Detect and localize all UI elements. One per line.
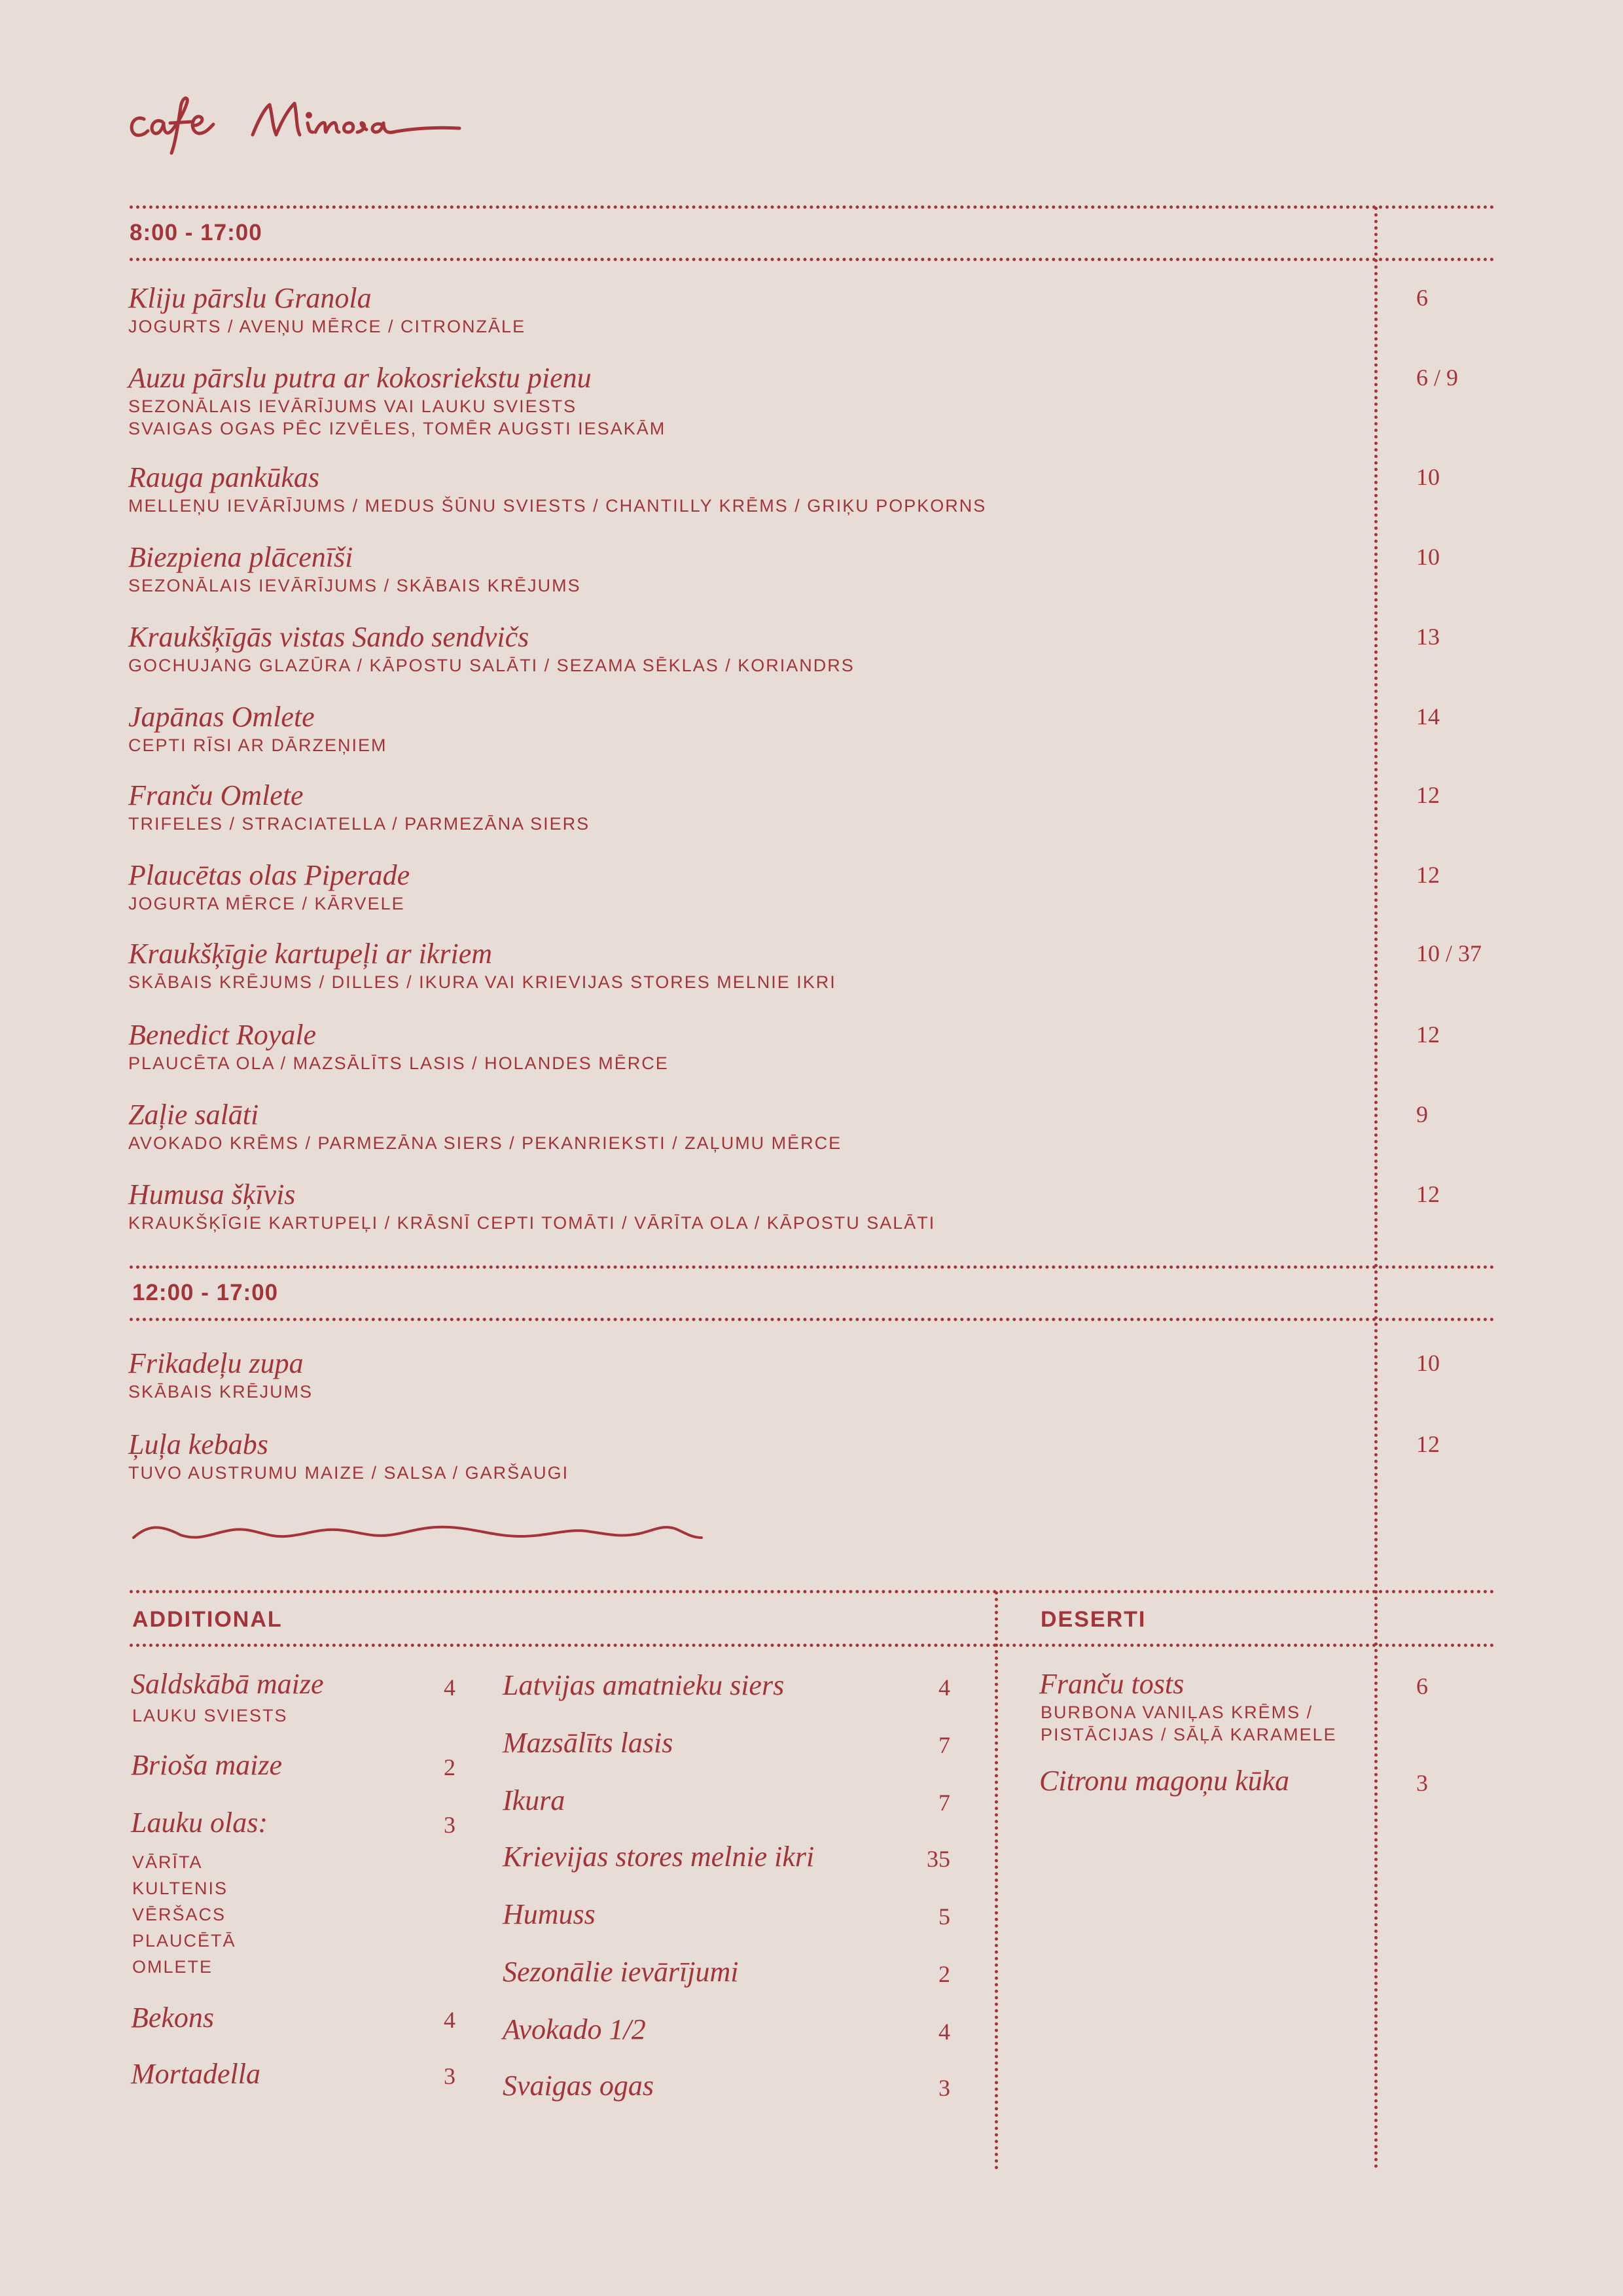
egg-option: OMLETE	[132, 1957, 213, 1977]
lunch-time: 12:00 - 17:00	[132, 1280, 279, 1305]
dessert-description: BURBONA VANIĻAS KRĒMS /	[1041, 1703, 1313, 1722]
desserts-title: DESERTI	[1041, 1607, 1147, 1632]
dessert-name: Citronu magoņu kūka	[1039, 1765, 1290, 1797]
additional-item-name: Ikura	[503, 1784, 565, 1816]
additional-item-name: Bekons	[131, 2002, 215, 2034]
item-price: 10	[1416, 544, 1440, 570]
additional-item-name: Saldskābā maize	[131, 1668, 324, 1700]
additional-item-price: 2	[938, 1961, 950, 1987]
dessert-name: Franču tosts	[1039, 1668, 1185, 1700]
additional-item-name: Lauku olas:	[131, 1807, 268, 1839]
item-name: Rauga pankūkas	[128, 461, 320, 493]
item-price: 10	[1416, 1350, 1440, 1376]
item-price: 6 / 9	[1416, 364, 1459, 391]
cafe-mimosa-logo	[124, 85, 478, 164]
item-name: Japānas Omlete	[128, 701, 315, 733]
item-description: AVOKADO KRĒMS / PARMEZĀNA SIERS / PEKANRIEKSTI / ZAĻUMU MĒRCE	[128, 1133, 842, 1153]
additional-item-price: 4	[444, 1674, 455, 1701]
egg-option: VĀRĪTA	[132, 1852, 203, 1872]
additional-item-name: Avokado 1/2	[503, 2013, 646, 2045]
item-price: 9	[1416, 1101, 1428, 1127]
additional-item-price: 4	[938, 1674, 950, 1701]
additional-item-price: 7	[938, 1790, 950, 1816]
rule-lunch-top	[130, 1265, 1495, 1269]
item-description: MELLEŅU IEVĀRĪJUMS / MEDUS ŠŪNU SVIESTS / CHANTILLY KRĒMS / GRIĶU POPKORNS	[128, 496, 987, 516]
additional-item-price: 35	[927, 1846, 950, 1872]
additional-item-name: Latvijas amatnieku siers	[503, 1669, 785, 1701]
item-price: 6	[1416, 285, 1428, 311]
additional-item-price: 4	[938, 2019, 950, 2045]
additional-item-price: 3	[444, 2063, 455, 2089]
egg-option: PLAUCĒTĀ	[132, 1931, 236, 1951]
rule-additional-top	[130, 1590, 1495, 1593]
menu-item	[128, 1098, 1359, 1154]
menu-item	[128, 858, 1359, 915]
item-name: Humusa šķīvis	[128, 1178, 296, 1210]
item-description: KRAUKŠĶĪGIE KARTUPEĻI / KRĀSNĪ CEPTI TOMĀTI / VĀRĪTA OLA / KĀPOSTU SALĀTI	[128, 1213, 936, 1233]
item-description: SKĀBAIS KRĒJUMS / DILLES / IKURA VAI KRIEVIJAS STORES MELNIE IKRI	[128, 972, 836, 992]
item-description: SKĀBAIS KRĒJUMS	[128, 1382, 313, 1402]
item-name: Auzu pārslu putra ar kokosriekstu pienu	[128, 362, 592, 394]
wave-divider	[128, 1518, 704, 1544]
item-name: Benedict Royale	[128, 1019, 317, 1051]
item-description: SEZONĀLAIS IEVĀRĪJUMS / SKĀBAIS KRĒJUMS	[128, 576, 581, 595]
additional-item-description: LAUKU SVIESTS	[132, 1706, 288, 1725]
item-name: Plaucētas olas Piperade	[128, 859, 410, 891]
item-price: 10 / 37	[1416, 940, 1482, 966]
additional-item-price: 5	[938, 1903, 950, 1930]
egg-option: KULTENIS	[132, 1879, 228, 1898]
item-description: JOGURTA MĒRCE / KĀRVELE	[128, 894, 405, 913]
item-description: GOCHUJANG GLAZŪRA / KĀPOSTU SALĀTI / SEZAMA SĒKLAS / KORIANDRS	[128, 656, 855, 675]
additional-item-name: Mortadella	[131, 2058, 260, 2090]
item-description: TUVO AUSTRUMU MAIZE / SALSA / GARŠAUGI	[128, 1463, 569, 1483]
menu-item	[128, 1178, 1359, 1234]
item-description: PLAUCĒTA OLA / MAZSĀLĪTS LASIS / HOLANDES MĒRCE	[128, 1053, 669, 1073]
additional-title: ADDITIONAL	[132, 1607, 283, 1632]
additional-item-price: 2	[444, 1754, 455, 1780]
dessert-price: 3	[1416, 1770, 1428, 1796]
item-price: 12	[1416, 782, 1440, 808]
price-column-divider	[1374, 207, 1378, 2170]
menu-item	[128, 540, 1359, 597]
item-price: 12	[1416, 1021, 1440, 1048]
menu-item	[128, 779, 1359, 835]
item-price: 10	[1416, 464, 1440, 490]
additional-item-price: 4	[444, 2007, 455, 2033]
additional-item-name: Sezonālie ievārījumi	[503, 1956, 739, 1988]
menu-item	[128, 281, 1359, 338]
additional-desserts-divider	[995, 1591, 998, 2170]
additional-item-price: 7	[938, 1732, 950, 1758]
item-price: 12	[1416, 1431, 1440, 1457]
rule-additional-header	[130, 1644, 1495, 1647]
menu-item	[128, 461, 1359, 517]
dessert-description-line2: PISTĀCIJAS / SĀĻĀ KARAMELE	[1041, 1725, 1337, 1744]
menu-item	[128, 937, 1359, 993]
item-price: 12	[1416, 1181, 1440, 1207]
menu-item	[128, 1018, 1359, 1074]
item-description: TRIFELES / STRACIATELLA / PARMEZĀNA SIERS	[128, 814, 590, 834]
rule-breakfast-header	[130, 258, 1495, 261]
additional-item-name: Brioša maize	[131, 1749, 282, 1781]
item-price: 12	[1416, 862, 1440, 888]
item-name: Frikadeļu zupa	[128, 1347, 304, 1379]
item-name: Biezpiena plācenīši	[128, 541, 353, 573]
menu-item	[128, 700, 1359, 756]
item-description: JOGURTS / AVEŅU MĒRCE / CITRONZĀLE	[128, 317, 526, 336]
additional-item-name: Svaigas ogas	[503, 2070, 654, 2102]
menu-item	[128, 1428, 1359, 1484]
egg-options-list	[132, 1849, 236, 1980]
breakfast-time: 8:00 - 17:00	[130, 220, 262, 245]
menu-item	[128, 361, 1359, 440]
item-name: Ļuļa kebabs	[128, 1428, 268, 1460]
item-name: Kliju pārslu Granola	[128, 282, 372, 314]
item-description: CEPTI RĪSI AR DĀRZEŅIEM	[128, 735, 387, 755]
additional-item-price: 3	[444, 1812, 455, 1838]
additional-item-price: 3	[938, 2075, 950, 2101]
item-name: Kraukšķīgās vistas Sando sendvičs	[128, 621, 529, 653]
additional-item-name: Krievijas stores melnie ikri	[503, 1841, 815, 1873]
rule-lunch-header	[130, 1318, 1495, 1321]
item-description: SEZONĀLAIS IEVĀRĪJUMS VAI LAUKU SVIESTS	[128, 397, 577, 416]
menu-item	[128, 1347, 1359, 1403]
item-description-line2: SVAIGAS OGAS PĒC IZVĒLES, TOMĒR AUGSTI IESAKĀM	[128, 419, 666, 438]
menu-item	[128, 620, 1359, 677]
item-name: Zaļie salāti	[128, 1099, 259, 1131]
egg-option: VĒRŠACS	[132, 1905, 226, 1924]
item-price: 14	[1416, 703, 1440, 730]
item-name: Franču Omlete	[128, 779, 304, 811]
rule-top	[130, 205, 1495, 209]
item-price: 13	[1416, 624, 1440, 650]
additional-item-name: Humuss	[503, 1898, 596, 1930]
item-name: Kraukšķīgie kartupeļi ar ikriem	[128, 938, 493, 970]
additional-item-name: Mazsālīts lasis	[503, 1727, 673, 1759]
dessert-price: 6	[1416, 1673, 1428, 1699]
